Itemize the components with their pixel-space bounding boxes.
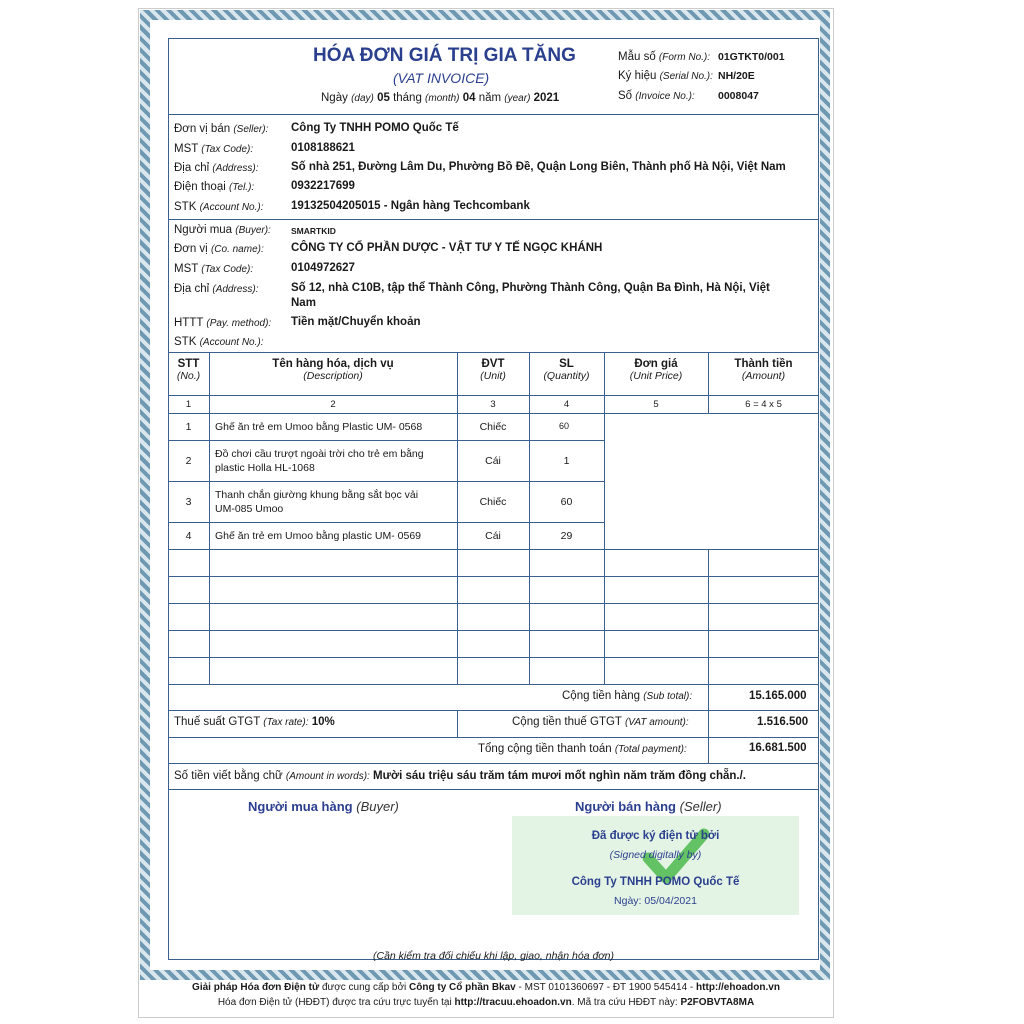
buyer-signature-label: Người mua hàng (Buyer) xyxy=(248,799,399,814)
row-qty: 1 xyxy=(563,455,570,467)
ehoadon-link[interactable]: http://ehoadon.vn xyxy=(696,982,780,993)
check-note: (Cần kiểm tra đối chiếu khi lập, giao, nhận hóa đơn) xyxy=(373,950,614,962)
row-qty: 29 xyxy=(560,530,573,542)
row-no: 3 xyxy=(185,496,192,508)
buyer-co-label: Đơn vị (Co. name): xyxy=(174,243,264,255)
tax-rate-label: Thuế suất GTGT (Tax rate): 10% xyxy=(174,716,335,728)
seller-name: Công Ty TNHH POMO Quốc Tế xyxy=(291,122,459,134)
total-value: 16.681.500 xyxy=(749,742,807,754)
serial-label: Ký hiệu (Serial No.): xyxy=(618,70,713,82)
subtotal-label: Cộng tiền hàng (Sub total): xyxy=(562,690,693,702)
row-no: 1 xyxy=(185,421,192,433)
buyer-pay-label: HTTT (Pay. method): xyxy=(174,317,272,329)
index-cell: 1 xyxy=(185,399,192,410)
buyer-name: SMARTKID xyxy=(291,226,336,236)
col-desc-header: Tên hàng hóa, dịch vụ (Description) xyxy=(272,358,394,382)
buyer-tax-code: 0104972627 xyxy=(291,262,355,274)
signed-label: Đã được ký điện tử bởi xyxy=(591,830,720,842)
col-unit-header: ĐVT (Unit) xyxy=(480,358,506,382)
invoice-subtitle: (VAT INVOICE) xyxy=(393,70,490,86)
index-cell: 2 xyxy=(330,399,336,410)
buyer-label: Người mua (Buyer): xyxy=(174,224,271,236)
index-cell: 6 = 4 x 5 xyxy=(745,399,782,410)
buyer-address-line1: Số 12, nhà C10B, tập thể Thành Công, Phường Thành Công, Quận Ba Đình, Hà Nội, Việt xyxy=(291,282,770,294)
seller-address: Số nhà 251, Đường Lâm Du, Phường Bồ Đề, Quận Long Biên, Thành phố Hà Nội, Việt Nam xyxy=(291,161,786,173)
signed-en: (Signed digitally by) xyxy=(609,849,702,861)
amount-words: Số tiền viết bằng chữ (Amount in words): Mười sáu triệu sáu trăm tám mươi mốt nghìn năm trăm đồng chẵn./. xyxy=(174,770,746,782)
seller-tax-code: 0108188621 xyxy=(291,142,355,154)
tracuu-link[interactable]: http://tracuu.ehoadon.vn xyxy=(454,997,572,1008)
col-qty-header: SL (Quantity) xyxy=(543,358,590,382)
form-no: 01GTKT0/001 xyxy=(718,51,785,63)
buyer-address-label: Địa chỉ (Address): xyxy=(174,283,259,295)
seller-name-label: Đơn vị bán (Seller): xyxy=(174,123,269,135)
footer: Giải pháp Hóa đơn Điện tử được cung cấp bởi Công ty Cổ phần Bkav - MST 0101360697 - ĐT 1900 545414 - http://ehoadon.vn Hóa đơn Điện tử (HĐĐT) được tra cứu trực tuyến tại http://tracuu.ehoadon.vn. Mã tra cứu HĐĐT này: P2FOBVTA8MA xyxy=(192,982,780,1008)
row-desc: Đồ chơi cầu trượt ngoài trời cho trẻ em bằng xyxy=(215,448,424,460)
seller-signature-label: Người bán hàng (Seller) xyxy=(575,799,722,814)
row-desc: UM-085 Umoo xyxy=(215,503,284,515)
form-no-label: Mẫu số (Form No.): xyxy=(618,51,711,63)
row-no: 2 xyxy=(185,455,192,467)
signer-name: Công Ty TNHH POMO Quốc Tế xyxy=(571,876,740,888)
col-no-header: STT (No.) xyxy=(176,358,201,382)
index-cell: 4 xyxy=(563,399,570,410)
row-desc: Ghế ăn trẻ em Umoo bằng plastic UM- 0569 xyxy=(215,530,422,542)
row-desc: Thanh chắn giường khung bằng sắt bọc vải xyxy=(215,489,419,501)
seller-tax-label: MST (Tax Code): xyxy=(174,143,254,155)
seller-account: 19132504205015 - Ngân hàng Techcombank xyxy=(291,200,530,212)
row-desc: Ghế ăn trẻ em Umoo bằng Plastic UM- 0568 xyxy=(215,421,423,433)
index-cell: 5 xyxy=(653,399,659,410)
seller-address-label: Địa chỉ (Address): xyxy=(174,162,259,174)
row-unit: Cái xyxy=(485,455,501,467)
invoice-no: 0008047 xyxy=(718,90,759,102)
index-cell: 3 xyxy=(490,399,496,410)
row-unit: Cái xyxy=(485,530,501,542)
row-unit: Chiếc xyxy=(479,496,507,508)
vat-value: 1.516.500 xyxy=(757,716,809,728)
vat-label: Cộng tiền thuế GTGT (VAT amount): xyxy=(512,716,689,728)
buyer-pay-method: Tiền mặt/Chuyển khoản xyxy=(291,316,421,328)
buyer-address-line2: Nam xyxy=(291,297,316,309)
serial-no: NH/20E xyxy=(718,70,755,82)
row-no: 4 xyxy=(185,530,192,542)
sign-date: Ngày: 05/04/2021 xyxy=(614,895,697,907)
row-desc: plastic Holla HL-1068 xyxy=(215,462,315,474)
subtotal-value: 15.165.000 xyxy=(749,690,807,702)
invoice-date: Ngày (day) 05 tháng (month) 04 năm (year) 2021 xyxy=(321,92,560,104)
buyer-account-label: STK (Account No.): xyxy=(174,336,264,348)
row-qty: 60 xyxy=(560,496,573,508)
row-qty: 60 xyxy=(558,421,569,431)
invoice-title: HÓA ĐƠN GIÁ TRỊ GIA TĂNG xyxy=(313,45,576,66)
buyer-co-name: CÔNG TY CỔ PHẦN DƯỢC - VẬT TƯ Y TẾ NGỌC KHÁNH xyxy=(291,242,603,254)
seller-account-label: STK (Account No.): xyxy=(174,201,264,213)
invoice-no-label: Số (Invoice No.): xyxy=(618,90,695,102)
row-unit: Chiếc xyxy=(479,421,507,433)
col-amount-header: Thành tiền (Amount) xyxy=(734,358,793,382)
seller-tel: 0932217699 xyxy=(291,180,355,192)
seller-tel-label: Điện thoại (Tel.): xyxy=(174,181,255,193)
buyer-tax-label: MST (Tax Code): xyxy=(174,263,254,275)
col-price-header: Đơn giá (Unit Price) xyxy=(629,358,683,382)
total-label: Tổng cộng tiền thanh toán (Total payment): xyxy=(478,743,687,755)
